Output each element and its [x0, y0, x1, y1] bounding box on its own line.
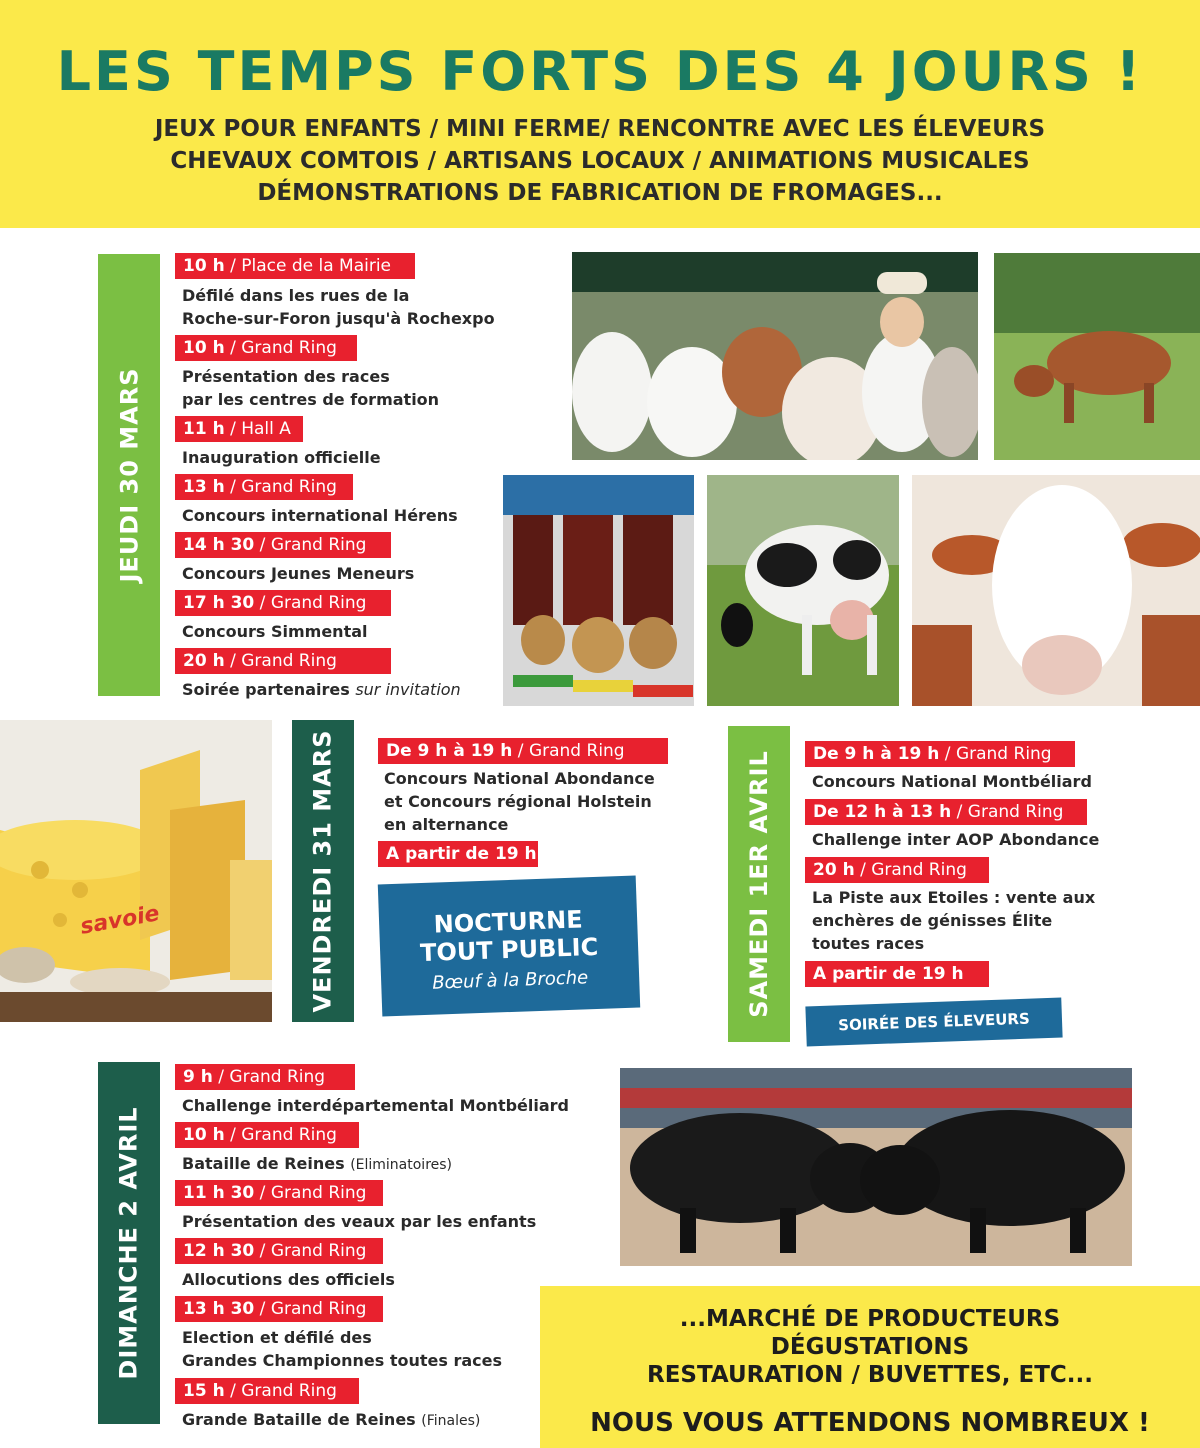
event-desc: Présentation des races par les centres de formation: [182, 367, 440, 409]
event-desc: Challenge inter AOP Abondance: [812, 830, 1100, 849]
page-title: LES TEMPS FORTS DES 4 JOURS !: [56, 40, 1144, 103]
event-desc: Concours Simmental: [182, 622, 368, 641]
day-bar-dimanche: [98, 1062, 160, 1424]
time-tag: 9 h / Grand Ring: [175, 1064, 355, 1090]
event-desc: Présentation des veaux par les enfants: [182, 1212, 537, 1231]
bottom-info-box: [540, 1286, 1200, 1448]
event-desc: Inauguration officielle: [182, 448, 381, 467]
time-tag: 15 h / Grand Ring: [175, 1378, 359, 1404]
event-desc: Concours international Hérens: [182, 506, 458, 525]
bottom-line-3: RESTAURATION / BUVETTES, ETC...: [647, 1362, 1093, 1388]
event-desc: Soirée partenaires sur invitation: [182, 680, 461, 699]
time-tag: De 9 h à 19 h / Grand Ring: [805, 741, 1075, 767]
event-desc: Bataille de Reines (Eliminatoires): [182, 1154, 453, 1173]
event-desc: Challenge interdépartemental Montbéliard: [182, 1096, 570, 1115]
event-desc: Grande Bataille de Reines (Finales): [182, 1410, 481, 1429]
time-tag: 13 h 30 / Grand Ring: [175, 1296, 383, 1322]
banner-line-3: DÉMONSTRATIONS DE FABRICATION DE FROMAGES...: [257, 180, 943, 206]
time-tag: 12 h 30 / Grand Ring: [175, 1238, 383, 1264]
event-desc: Concours National Montbéliard: [812, 772, 1092, 791]
bottom-line-1: ...MARCHÉ DE PRODUCTEURS: [679, 1306, 1061, 1332]
time-tag: 14 h 30 / Grand Ring: [175, 532, 391, 558]
event-desc: La Piste aux Etoiles : vente aux enchères de génisses Élite toutes races: [812, 888, 1096, 953]
soiree-eleveurs-badge: SOIRÉE DES ÉLEVEURS: [805, 998, 1062, 1047]
photo-cheeses: [0, 720, 272, 1022]
time-tag: 11 h 30 / Grand Ring: [175, 1180, 383, 1206]
day-label-samedi: SAMEDI 1ER AVRIL: [745, 750, 773, 1018]
time-tag: 11 h / Hall A: [175, 416, 303, 442]
photo-holstein-cow: [707, 475, 899, 706]
event-desc: Election et défilé des Grandes Championnes toutes races: [182, 1328, 503, 1370]
day-bar-jeudi: [98, 254, 160, 696]
event-desc: Défilé dans les rues de la Roche-sur-Foron jusqu'à Rochexpo: [182, 286, 495, 328]
photo-cow-pasture: [994, 253, 1200, 460]
event-desc: Allocutions des officiels: [182, 1270, 395, 1289]
banner-line-2: CHEVAUX COMTOIS / ARTISANS LOCAUX / ANIMATIONS MUSICALES: [170, 148, 1030, 174]
day-label-vendredi: VENDREDI 31 MARS: [309, 729, 338, 1013]
bottom-line-2: DÉGUSTATIONS: [770, 1334, 970, 1360]
time-tag: A partir de 19 h: [805, 961, 989, 987]
day-bar-samedi: [728, 726, 790, 1042]
time-tag: 20 h / Grand Ring: [175, 648, 391, 674]
time-tag: De 9 h à 19 h / Grand Ring: [378, 738, 668, 764]
time-tag: 13 h / Grand Ring: [175, 474, 353, 500]
time-tag: 17 h 30 / Grand Ring: [175, 590, 391, 616]
time-tag: A partir de 19 h: [378, 841, 538, 867]
time-tag: De 12 h à 13 h / Grand Ring: [805, 799, 1087, 825]
photo-cow-portrait: [912, 475, 1200, 706]
photo-bataille-reines: [620, 1068, 1132, 1266]
banner-line-1: JEUX POUR ENFANTS / MINI FERME/ RENCONTRE AVEC LES ÉLEVEURS: [154, 116, 1046, 142]
event-desc: Concours National Abondance et Concours régional Holstein en alternance: [384, 769, 655, 834]
nocturne-badge: NOCTURNE TOUT PUBLIC Bœuf à la Broche: [378, 876, 640, 1017]
event-desc: Concours Jeunes Meneurs: [182, 564, 415, 583]
bottom-final-line: NOUS VOUS ATTENDONS NOMBREUX !: [590, 1408, 1150, 1438]
day-bar-vendredi: [292, 720, 354, 1022]
photo-cow-parade: [572, 252, 978, 460]
cheese-label: savoie: [78, 901, 162, 940]
day-label-jeudi: JEUDI 30 MARS: [115, 367, 143, 583]
time-tag: 10 h / Place de la Mairie: [175, 253, 415, 279]
time-tag: 20 h / Grand Ring: [805, 857, 989, 883]
time-tag: 10 h / Grand Ring: [175, 1122, 359, 1148]
day-label-dimanche: DIMANCHE 2 AVRIL: [115, 1106, 143, 1380]
photo-cowbells: [503, 475, 694, 706]
time-tag: 10 h / Grand Ring: [175, 335, 357, 361]
